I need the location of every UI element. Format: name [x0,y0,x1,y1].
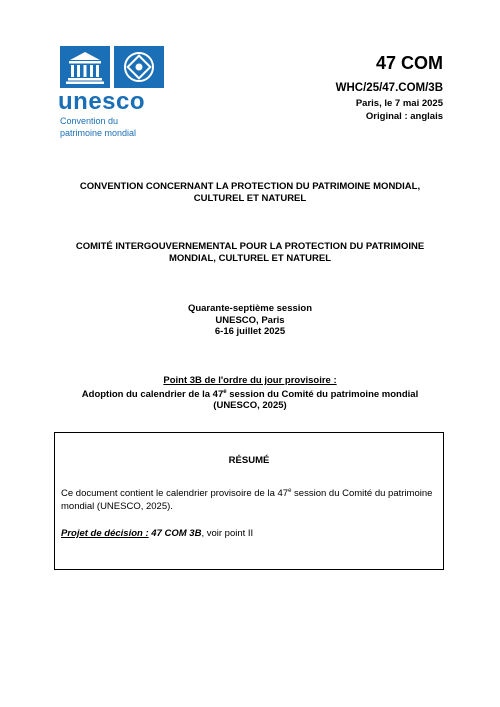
committee-title [70,241,430,264]
convention-title-line: CULTUREL ET NATUREL [193,192,307,204]
logo-subtitle-line: Convention du [60,116,119,126]
logo-subtitle [60,115,136,139]
session-name: Quarante-septième session [187,303,313,314]
unesco-wordmark: unesco [58,88,146,115]
unesco-logo [60,46,166,88]
session-dates: 6-16 juillet 2025 [214,326,286,337]
committee-title-line: MONDIAL, CULTUREL ET NATUREL [168,252,331,264]
agenda-item-number: Point 3B de l'ordre du jour provisoire : [163,375,337,386]
document-date: Paris, le 7 mai 2025 [355,98,443,109]
convention-title-line: CONVENTION CONCERNANT LA PROTECTION DU PATRIMOINE MONDIAL, [79,181,421,192]
document-header [336,52,443,123]
document-original-language: Original : anglais [365,111,443,122]
summary-text [61,485,437,513]
summary-box [54,432,444,570]
world-heritage-emblem-icon [114,46,164,88]
draft-decision-code: 47 COM 3B [151,528,202,539]
summary-text-line: mondial (UNESCO, 2025). [61,500,173,512]
agenda-item [70,375,430,412]
document-code: 47 COM [375,53,443,73]
session-place: UNESCO, Paris [215,314,285,326]
agenda-item-title: Adoption du calendrier de la 47e session du Comité du patrimoine mondial [81,388,419,400]
draft-decision-reference: , voir point II [201,528,254,539]
agenda-item-title-line2: (UNESCO, 2025) [213,400,287,412]
document-reference: WHC/25/47.COM/3B [335,82,443,94]
committee-title-line: COMITÉ INTERGOUVERNEMENTAL POUR LA PROTECTION DU PATRIMOINE [75,241,425,252]
draft-decision [61,528,253,539]
convention-title [70,181,430,204]
session-info [70,303,430,338]
logo-subtitle-line: patrimoine mondial [60,128,137,138]
summary-text-line: Ce document contient le calendrier provisoire de la 47e session du Comité du patrimoine [61,488,433,500]
temple-icon [60,46,110,88]
summary-title: RÉSUMÉ [228,455,270,466]
draft-decision-label: Projet de décision : [61,528,149,539]
